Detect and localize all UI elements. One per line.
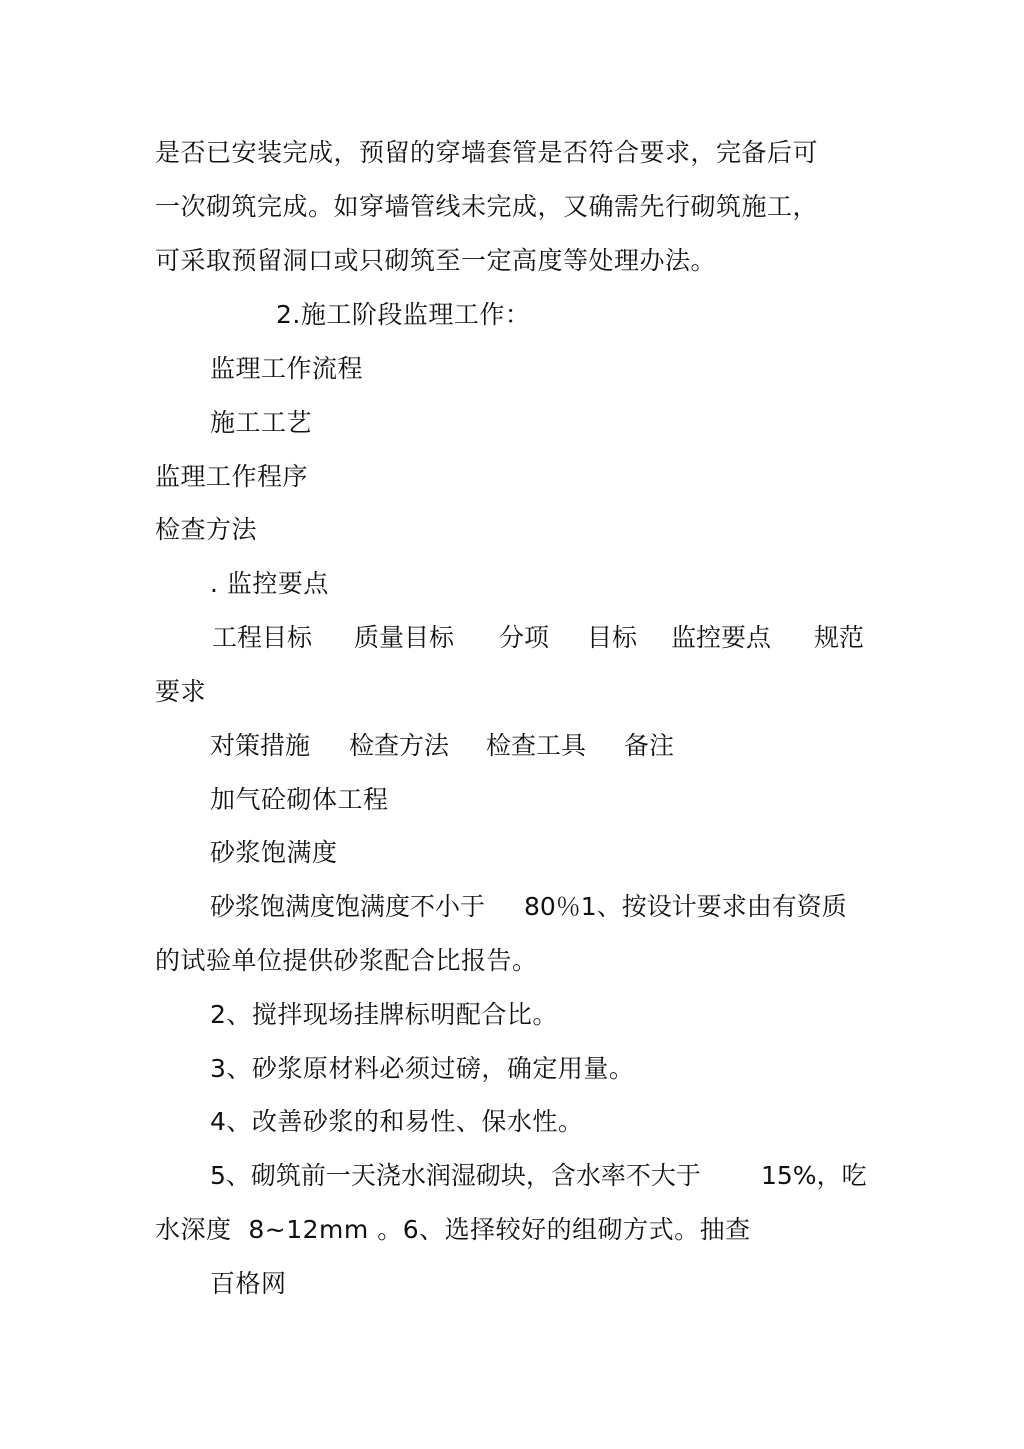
item-process: 施工工艺 bbox=[210, 408, 313, 437]
paragraph-line: 可采取预留洞口或只砌筑至一定高度等处理办法。 bbox=[155, 246, 717, 275]
paragraph-line: 是否已安装完成，预留的穿墙套管是否符合要求，完备后可 bbox=[155, 138, 819, 167]
measure-line: 4、改善砂浆的和易性、保水性。 bbox=[210, 1107, 584, 1136]
item-inspection-method: 检查方法 bbox=[155, 515, 258, 544]
requirement-wrap: 的试验单位提供砂浆配合比报告。 bbox=[155, 946, 538, 975]
measure-line: 2、搅拌现场挂牌标明配合比。 bbox=[210, 1000, 558, 1029]
table-header-cell: 检查方法 bbox=[349, 731, 450, 760]
table-header-cell: 质量目标 bbox=[354, 623, 455, 652]
table-header-cell: 规范 bbox=[814, 623, 865, 652]
section-heading: 2.施工阶段监理工作： bbox=[276, 300, 531, 329]
table-header-row bbox=[0, 731, 1024, 911]
requirement-text: 砂浆饱满度饱满度不小于 bbox=[210, 892, 486, 921]
measure-line: 3、砂浆原材料必须过磅，确定用量。 bbox=[210, 1054, 635, 1083]
measure-text: 5、砌筑前一天浇水润湿砌块，含水率不大于 bbox=[210, 1161, 701, 1190]
requirement-text: 80％1、按设计要求由有资质 bbox=[524, 892, 847, 921]
item-control-points: . 监控要点 bbox=[210, 569, 329, 598]
project-name: 加气砼砌体工程 bbox=[210, 785, 389, 814]
table-header-cell: 目标 bbox=[587, 623, 638, 652]
measure-text: 15%，吃 bbox=[761, 1161, 867, 1190]
item-procedure: 监理工作程序 bbox=[155, 462, 309, 491]
sub-item: 砂浆饱满度 bbox=[210, 838, 338, 867]
table-header-cell: 工程目标 bbox=[212, 623, 313, 652]
item-workflow: 监理工作流程 bbox=[210, 354, 364, 383]
table-header-wrap: 要求 bbox=[155, 677, 207, 706]
table-header-cell: 备注 bbox=[624, 731, 675, 760]
table-header-cell: 检查工具 bbox=[486, 731, 587, 760]
footer-text: 百格网 bbox=[210, 1269, 287, 1298]
paragraph-line: 一次砌筑完成。如穿墙管线未完成，又确需先行砌筑施工， bbox=[155, 192, 819, 221]
measure-wrap: 水深度 8~12mm 。6、选择较好的组砌方式。抽查 bbox=[155, 1215, 751, 1244]
table-header-cell: 监控要点 bbox=[671, 623, 772, 652]
table-header-cell: 对策措施 bbox=[210, 731, 311, 760]
table-header-cell: 分项 bbox=[499, 623, 550, 652]
